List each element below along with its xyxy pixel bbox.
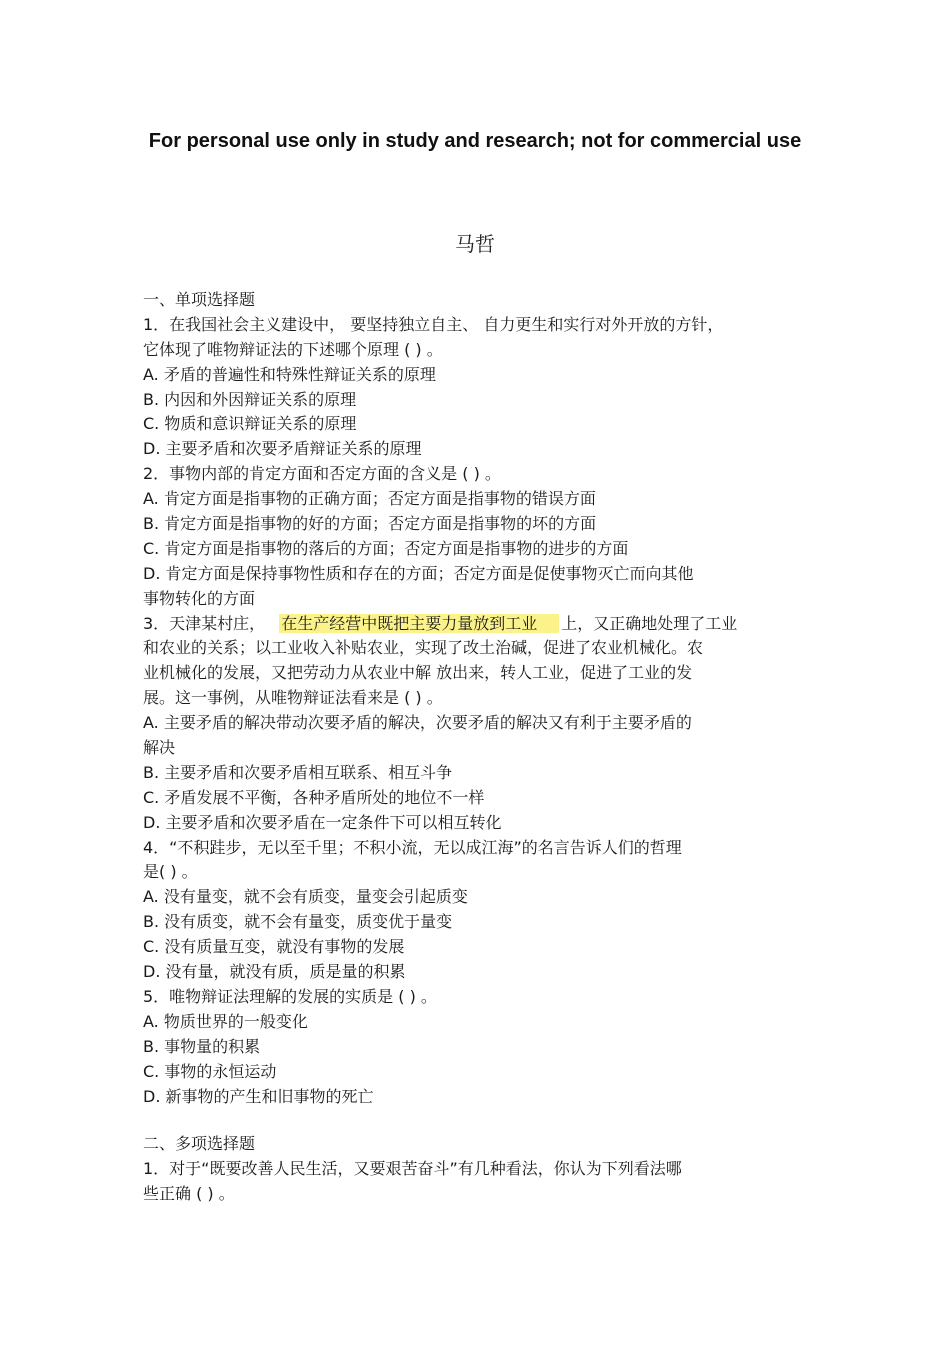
q3-suffix: 上，又正确地处理了工业 [561, 613, 738, 633]
document-body [143, 288, 803, 1207]
option-line: D. 主要矛盾和次要矛盾辩证关系的原理 [143, 439, 422, 459]
text-line: 展。这一事例，从唯物辩证法看来是 ( ) 。 [143, 688, 443, 708]
highlighted-text: 在生产经营中既把主要力量放到工业 [279, 614, 559, 633]
option-line: B. 事物量的积累 [143, 1036, 261, 1056]
text-line: 1．对于“既要改善人民生活，又要艰苦奋斗”有几种看法，你认为下列看法哪 [143, 1159, 682, 1179]
option-line: D. 肯定方面是保持事物性质和存在的方面；否定方面是促使事物灭亡而向其他 [143, 563, 694, 583]
section-heading-single-choice: 一、单项选择题 [143, 290, 256, 309]
option-line: A. 肯定方面是指事物的正确方面；否定方面是指事物的错误方面 [143, 489, 596, 509]
option-line: A. 矛盾的普遍性和特殊性辩证关系的原理 [143, 364, 436, 384]
option-line: B. 内因和外因辩证关系的原理 [143, 389, 357, 409]
option-line: D. 没有量，就没有质，质是量的积累 [143, 962, 406, 982]
text-line: 和农业的关系；以工业收入补贴农业，实现了改土治碱，促进了农业机械化。农 [143, 638, 704, 658]
text-line: 事物转化的方面 [143, 588, 256, 608]
option-line: B. 主要矛盾和次要矛盾相互联系、相互斗争 [143, 762, 453, 782]
option-line: D. 主要矛盾和次要矛盾在一定条件下可以相互转化 [143, 812, 502, 832]
text-line: 是( ) 。 [143, 862, 198, 882]
text-line: 业机械化的发展，又把劳动力从农业中解 放出来，转人工业，促进了工业的发 [143, 663, 693, 683]
option-line: A. 物质世界的一般变化 [143, 1011, 308, 1031]
option-line: A. 主要矛盾的解决带动次要矛盾的解决，次要矛盾的解决又有利于主要矛盾的 [143, 713, 692, 733]
q3-prefix: 3．天津某村庄， [143, 613, 266, 633]
option-line: B. 肯定方面是指事物的好的方面；否定方面是指事物的坏的方面 [143, 514, 597, 534]
option-line: C. 没有质量互变，就没有事物的发展 [143, 937, 405, 957]
text-line: 1．在我国社会主义建设中， 要坚持独立自主、 自力更生和实行对外开放的方针， [143, 314, 724, 334]
option-line: B. 没有质变，就不会有量变，质变优于量变 [143, 912, 453, 932]
option-line: C. 肯定方面是指事物的落后的方面；否定方面是指事物的进步的方面 [143, 538, 629, 558]
question-3-first-line [143, 612, 803, 637]
option-line: C. 事物的永恒运动 [143, 1061, 277, 1081]
section-heading-multi-choice: 二、多项选择题 [143, 1134, 256, 1154]
text-line: 5．唯物辩证法理解的发展的实质是 ( ) 。 [143, 986, 437, 1006]
text-line: 2．事物内部的肯定方面和否定方面的含义是 ( ) 。 [143, 464, 501, 484]
text-line: 4．“不积跬步，无以至千里；不积小流，无以成江海”的名言告诉人们的哲理 [143, 837, 682, 857]
option-line: C. 物质和意识辩证关系的原理 [143, 414, 357, 434]
text-line: 它体现了唯物辩证法的下述哪个原理 ( ) 。 [143, 339, 443, 359]
option-line: A. 没有量变，就不会有质变，量变会引起质变 [143, 887, 468, 907]
document-title: 马哲 [455, 232, 495, 256]
copyright-notice: For personal use only in study and research; not for commercial use [148, 130, 802, 152]
section-gap [143, 1109, 803, 1132]
text-line: 解决 [143, 738, 176, 758]
option-line: C. 矛盾发展不平衡，各种矛盾所处的地位不一样 [143, 787, 485, 807]
option-line: D. 新事物的产生和旧事物的死亡 [143, 1086, 374, 1106]
text-line: 些正确 ( ) 。 [143, 1184, 235, 1204]
